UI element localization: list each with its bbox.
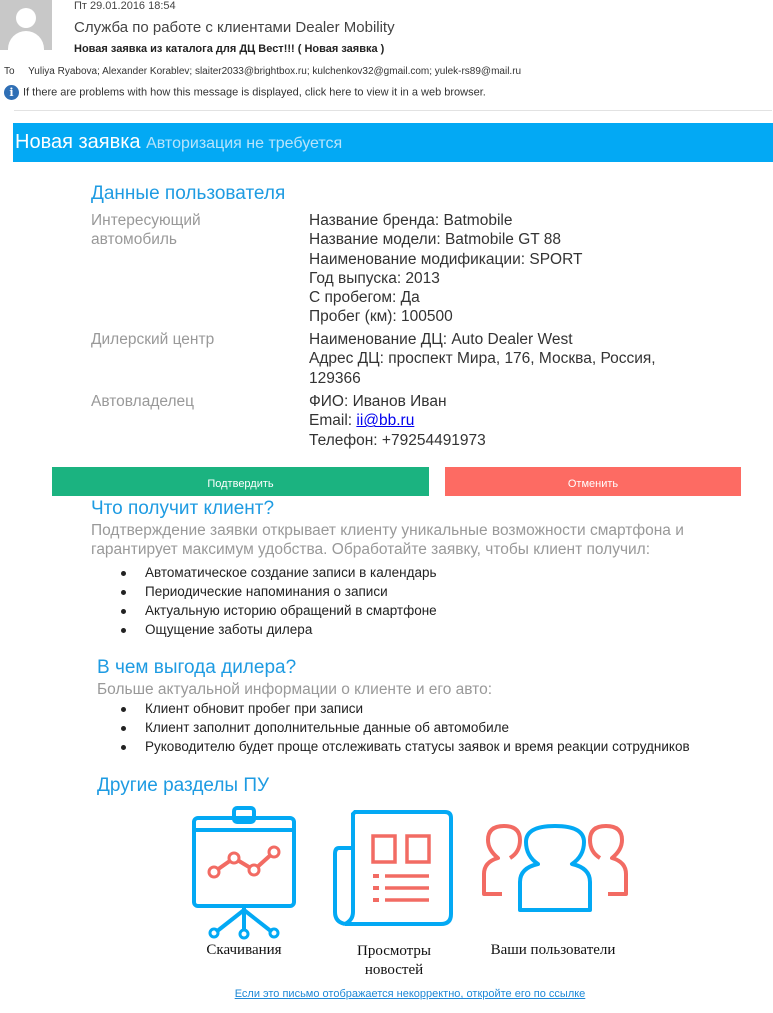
- dealer-label: Дилерский центр: [91, 331, 215, 348]
- dealer-details: [309, 330, 656, 388]
- list-item: Периодические напоминания о записи: [118, 582, 437, 601]
- recipients-list[interactable]: Yuliya Ryabova; Alexander Korablev; slaiter2033@brightbox.ru; kulchenkov32@gmail.com; yulek-rs89@mail.ru: [28, 66, 522, 77]
- email-header: [0, 0, 773, 110]
- brand-value: Название бренда: Batmobile: [309, 212, 513, 229]
- model-value: Название модели: Batmobile GT 88: [309, 231, 561, 249]
- recipients-row: [4, 66, 521, 77]
- modification-value: Наименование модификации: SPORT: [309, 250, 583, 268]
- dealer-benefits-intro: Больше актуальной информации о клиенте и его авто:: [97, 681, 493, 698]
- presentation-chart-icon[interactable]: [190, 806, 298, 942]
- owner-email: Email: ii@bb.ru: [309, 412, 415, 430]
- user-data-title: Данные пользователя: [91, 183, 286, 204]
- used-value: С пробегом: Да: [309, 289, 420, 307]
- view-in-browser-link[interactable]: Если это письмо отображается некорректно, откройте его по ссылке: [234, 988, 586, 1000]
- list-item: Руководителю будет проще отслеживать статусы заявок и время реакции сотрудников: [118, 737, 690, 756]
- email-sender[interactable]: Служба по работе с клиентами Dealer Mobility: [74, 19, 395, 36]
- client-benefits-title: Что получит клиент?: [91, 498, 275, 519]
- email-date: Пт 29.01.2016 18:54: [74, 0, 176, 12]
- dealer-address: Адрес ДЦ: проспект Мира, 176, Москва, Россия,: [309, 350, 656, 368]
- users-icon[interactable]: [480, 822, 630, 914]
- avatar: [0, 0, 52, 50]
- owner-phone: Телефон: +79254491973: [309, 431, 486, 449]
- car-details: [309, 211, 582, 327]
- list-item: Автоматическое создание записи в календарь: [118, 563, 437, 582]
- banner: [13, 123, 773, 162]
- year-value: Год выпуска: 2013: [309, 269, 440, 287]
- client-benefits-intro: Подтверждение заявки открывает клиенту уникальные возможности смартфона и гарантирует максимум удобства. Обработайте заявку, чтобы клиент получил:: [91, 522, 684, 558]
- header-divider: [14, 110, 772, 111]
- client-benefits-list: [118, 563, 437, 639]
- owner-email-link[interactable]: ii@bb.ru: [356, 412, 415, 430]
- info-bar[interactable]: [4, 85, 486, 100]
- dealer-benefits-list: [118, 699, 690, 756]
- tile-label-downloads[interactable]: Скачивания: [206, 942, 282, 958]
- dealer-benefits-title: В чем выгода дилера?: [97, 657, 297, 678]
- tile-label-news[interactable]: Просмотры новостей: [357, 943, 431, 978]
- owner-name: ФИО: Иванов Иван: [309, 393, 447, 410]
- owner-label: Автовладелец: [91, 393, 195, 410]
- list-item: Актуальную историю обращений в смартфоне: [118, 601, 437, 620]
- dealer-zip: 129366: [309, 369, 361, 387]
- other-sections-title: Другие разделы ПУ: [97, 775, 270, 796]
- newspaper-icon[interactable]: [333, 808, 455, 928]
- cancel-button[interactable]: Отменить: [445, 467, 741, 496]
- tile-label-users[interactable]: Ваши пользователи: [490, 942, 616, 958]
- owner-details: [309, 392, 486, 450]
- list-item: Клиент заполнит дополнительные данные об автомобиле: [118, 718, 690, 737]
- to-label: To: [4, 66, 15, 77]
- banner-title: Новая заявка: [15, 131, 141, 153]
- confirm-button[interactable]: Подтвердить: [52, 467, 429, 496]
- info-icon: i: [4, 85, 19, 100]
- mileage-value: Пробег (км): 100500: [309, 308, 453, 326]
- car-label: Интересующий автомобиль: [91, 212, 201, 248]
- banner-subtitle: Авторизация не требуется: [146, 135, 343, 152]
- email-subject: Новая заявка из каталога для ДЦ Вест!!! ( Новая заявка ): [74, 43, 385, 55]
- dealer-name: Наименование ДЦ: Auto Dealer West: [309, 331, 573, 348]
- info-text[interactable]: If there are problems with how this message is displayed, click here to view it in a web browser.: [23, 86, 486, 99]
- list-item: Ощущение заботы дилера: [118, 620, 437, 639]
- list-item: Клиент обновит пробег при записи: [118, 699, 690, 718]
